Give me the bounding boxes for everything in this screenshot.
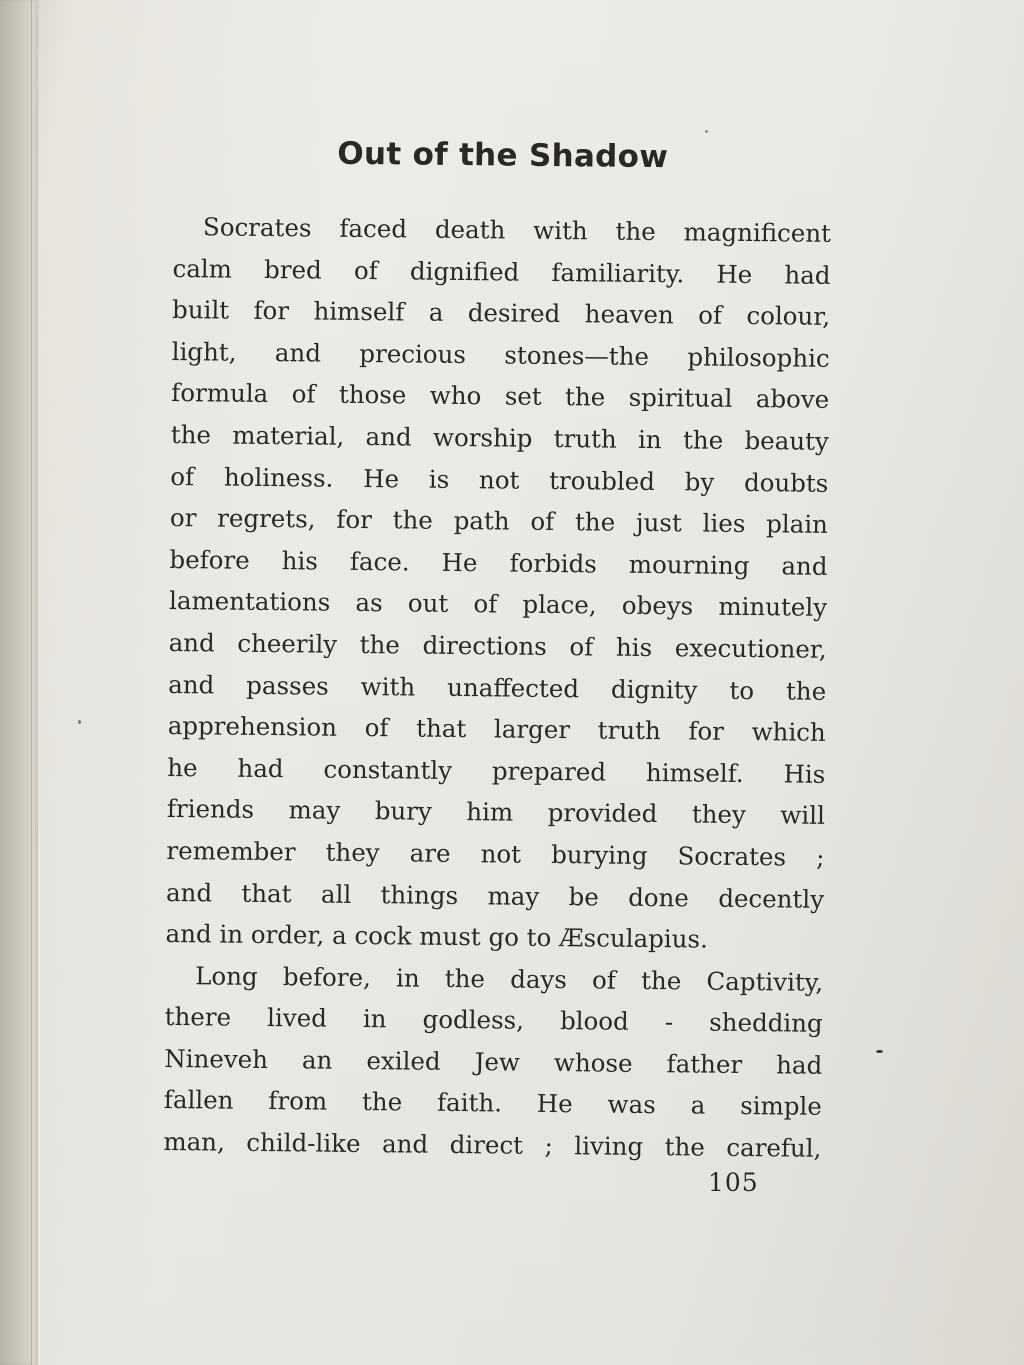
- text-line: the material, and worship truth in the beauty: [170, 419, 829, 456]
- text-line: Socrates faced death with the magnificent: [202, 212, 832, 248]
- paper-speck: [705, 130, 708, 133]
- facing-page-edge: [0, 0, 38, 1365]
- text-line: there lived in godless, blood - shedding: [164, 1002, 823, 1039]
- text-line: built for himself a desired heaven of colour,: [171, 295, 831, 332]
- text-line: man, child-like and direct ; living the careful,: [163, 1127, 822, 1163]
- text-line: formula of those who set the spiritual above: [171, 378, 830, 415]
- text-line: of holiness. He is not troubled by doubts: [170, 461, 829, 498]
- text-line: apprehension of that larger truth for which: [167, 711, 826, 747]
- running-head: Out of the Shadow: [337, 135, 669, 176]
- text-line: and cheerily the directions of his executioner,: [168, 627, 827, 664]
- text-line: he had constantly prepared himself. His: [167, 752, 826, 789]
- paragraph-2: [163, 955, 823, 1170]
- text-line: and in order, a cock must go to Æsculapius.: [165, 919, 708, 954]
- text-line: Long before, in the days of the Captivity,: [195, 960, 824, 997]
- paper-speck: [78, 720, 81, 724]
- text-line: light, and precious stones—the philosophic: [171, 336, 830, 373]
- text-line: and that all things may be done decently: [165, 877, 825, 914]
- text-line: calm bred of dignified familiarity. He had: [172, 253, 831, 290]
- paragraph-1: [165, 206, 831, 962]
- text-line: fallen from the faith. He was a simple: [163, 1085, 822, 1122]
- text-line: remember they are not burying Socrates ;: [166, 835, 825, 872]
- text-line: friends may bury him provided they will: [166, 794, 826, 831]
- paper-speck: [876, 1050, 883, 1053]
- page-text-block: [163, 132, 832, 1169]
- page-number: 105: [708, 1168, 759, 1197]
- book-page: [40, 0, 1024, 1365]
- text-line: and passes with unaffected dignity to the: [168, 669, 827, 706]
- text-line: before his face. He forbids mourning and: [169, 544, 828, 581]
- text-line: lamentations as out of place, obeys minutely: [168, 586, 828, 623]
- text-line: or regrets, for the path of the just lies plain: [169, 503, 829, 540]
- text-line: Nineveh an exiled Jew whose father had: [164, 1043, 823, 1080]
